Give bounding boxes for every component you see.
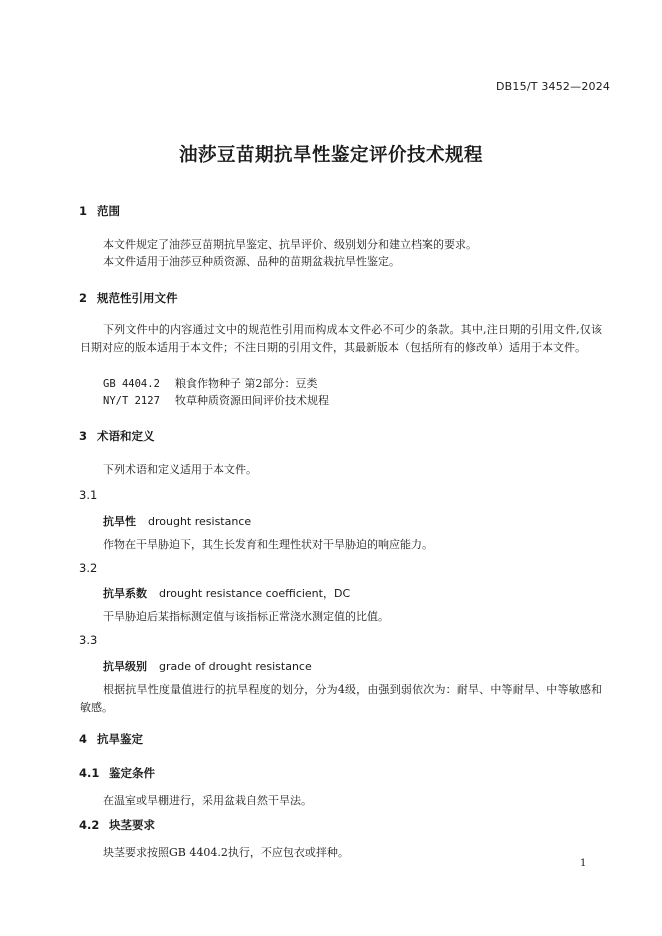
section-number: 2	[79, 291, 88, 305]
section-title: 范围	[97, 204, 120, 218]
document-title: 油莎豆苗期抗旱性鉴定评价技术规程	[178, 145, 483, 166]
reference-title: 牧草种质资源田间评价技术规程	[175, 394, 329, 407]
reference-title: 粮食作物种子 第2部分：豆类	[175, 377, 318, 390]
paragraph: 下列文件中的内容通过文中的规范性引用而构成本文件必不可少的条款。其中,注日期的引用文件,仅该日期对应的版本适用于本文件；不注日期的引用文件，其最新版本（包括所有的修改单）适用于本文件。	[80, 323, 602, 354]
section-title: 术语和定义	[97, 429, 155, 443]
section-2-heading	[79, 290, 178, 306]
section-number: 3	[79, 429, 88, 443]
subsection-title: 块茎要求	[109, 818, 155, 832]
term-zh: 抗旱级别	[103, 660, 147, 673]
paragraph: 在温室或旱棚进行，采用盆栽自然干旱法。	[103, 794, 312, 807]
section-4-heading	[79, 731, 143, 747]
term-entry	[103, 585, 350, 601]
subsection-number: 4.1	[79, 766, 100, 780]
reference-code: NY/T 2127	[103, 395, 160, 407]
term-number: 3.1	[79, 488, 98, 502]
reference-item	[103, 392, 329, 408]
page-number: 1	[580, 858, 587, 869]
term-en: drought resistance	[148, 515, 252, 528]
term-zh: 抗旱系数	[103, 587, 147, 600]
term-definition: 干旱胁迫后某指标测定值与该指标正常浇水测定值的比值。	[103, 610, 389, 623]
term-entry	[103, 513, 251, 529]
section-number: 1	[79, 204, 88, 218]
section-title: 抗旱鉴定	[97, 732, 143, 746]
paragraph: 本文件规定了油莎豆苗期抗旱鉴定、抗旱评价、级别划分和建立档案的要求。	[103, 238, 477, 251]
term-en: drought resistance coefficient，DC	[159, 587, 351, 600]
section-3-heading	[79, 428, 155, 444]
section-1-heading	[79, 203, 120, 219]
term-definition: 作物在干旱胁迫下，其生长发育和生理性状对干旱胁迫的响应能力。	[103, 538, 433, 551]
term-entry	[103, 658, 312, 674]
subsection-number: 4.2	[79, 818, 100, 832]
reference-item	[103, 375, 318, 391]
paragraph: 块茎要求按照GB 4404.2执行，不应包衣或拌种。	[103, 846, 349, 859]
paragraph: 下列术语和定义适用于本文件。	[103, 463, 257, 476]
section-title: 规范性引用文件	[97, 291, 178, 305]
section-number: 4	[79, 732, 88, 746]
term-number: 3.2	[79, 561, 98, 575]
subsection-heading	[79, 765, 155, 781]
subsection-heading	[79, 817, 155, 833]
subsection-title: 鉴定条件	[109, 766, 155, 780]
term-definition: 根据抗旱性度量值进行的抗旱程度的划分，分为4级，由强到弱依次为：耐旱、中等耐旱、中等敏感和敏感。	[80, 683, 602, 714]
document-number: DB15/T 3452—2024	[496, 80, 611, 93]
reference-code: GB 4404.2	[103, 378, 160, 390]
term-zh: 抗旱性	[103, 515, 136, 528]
term-en: grade of drought resistance	[159, 660, 312, 673]
term-number: 3.3	[79, 633, 98, 647]
paragraph: 本文件适用于油莎豆种质资源、品种的苗期盆栽抗旱性鉴定。	[103, 255, 400, 268]
